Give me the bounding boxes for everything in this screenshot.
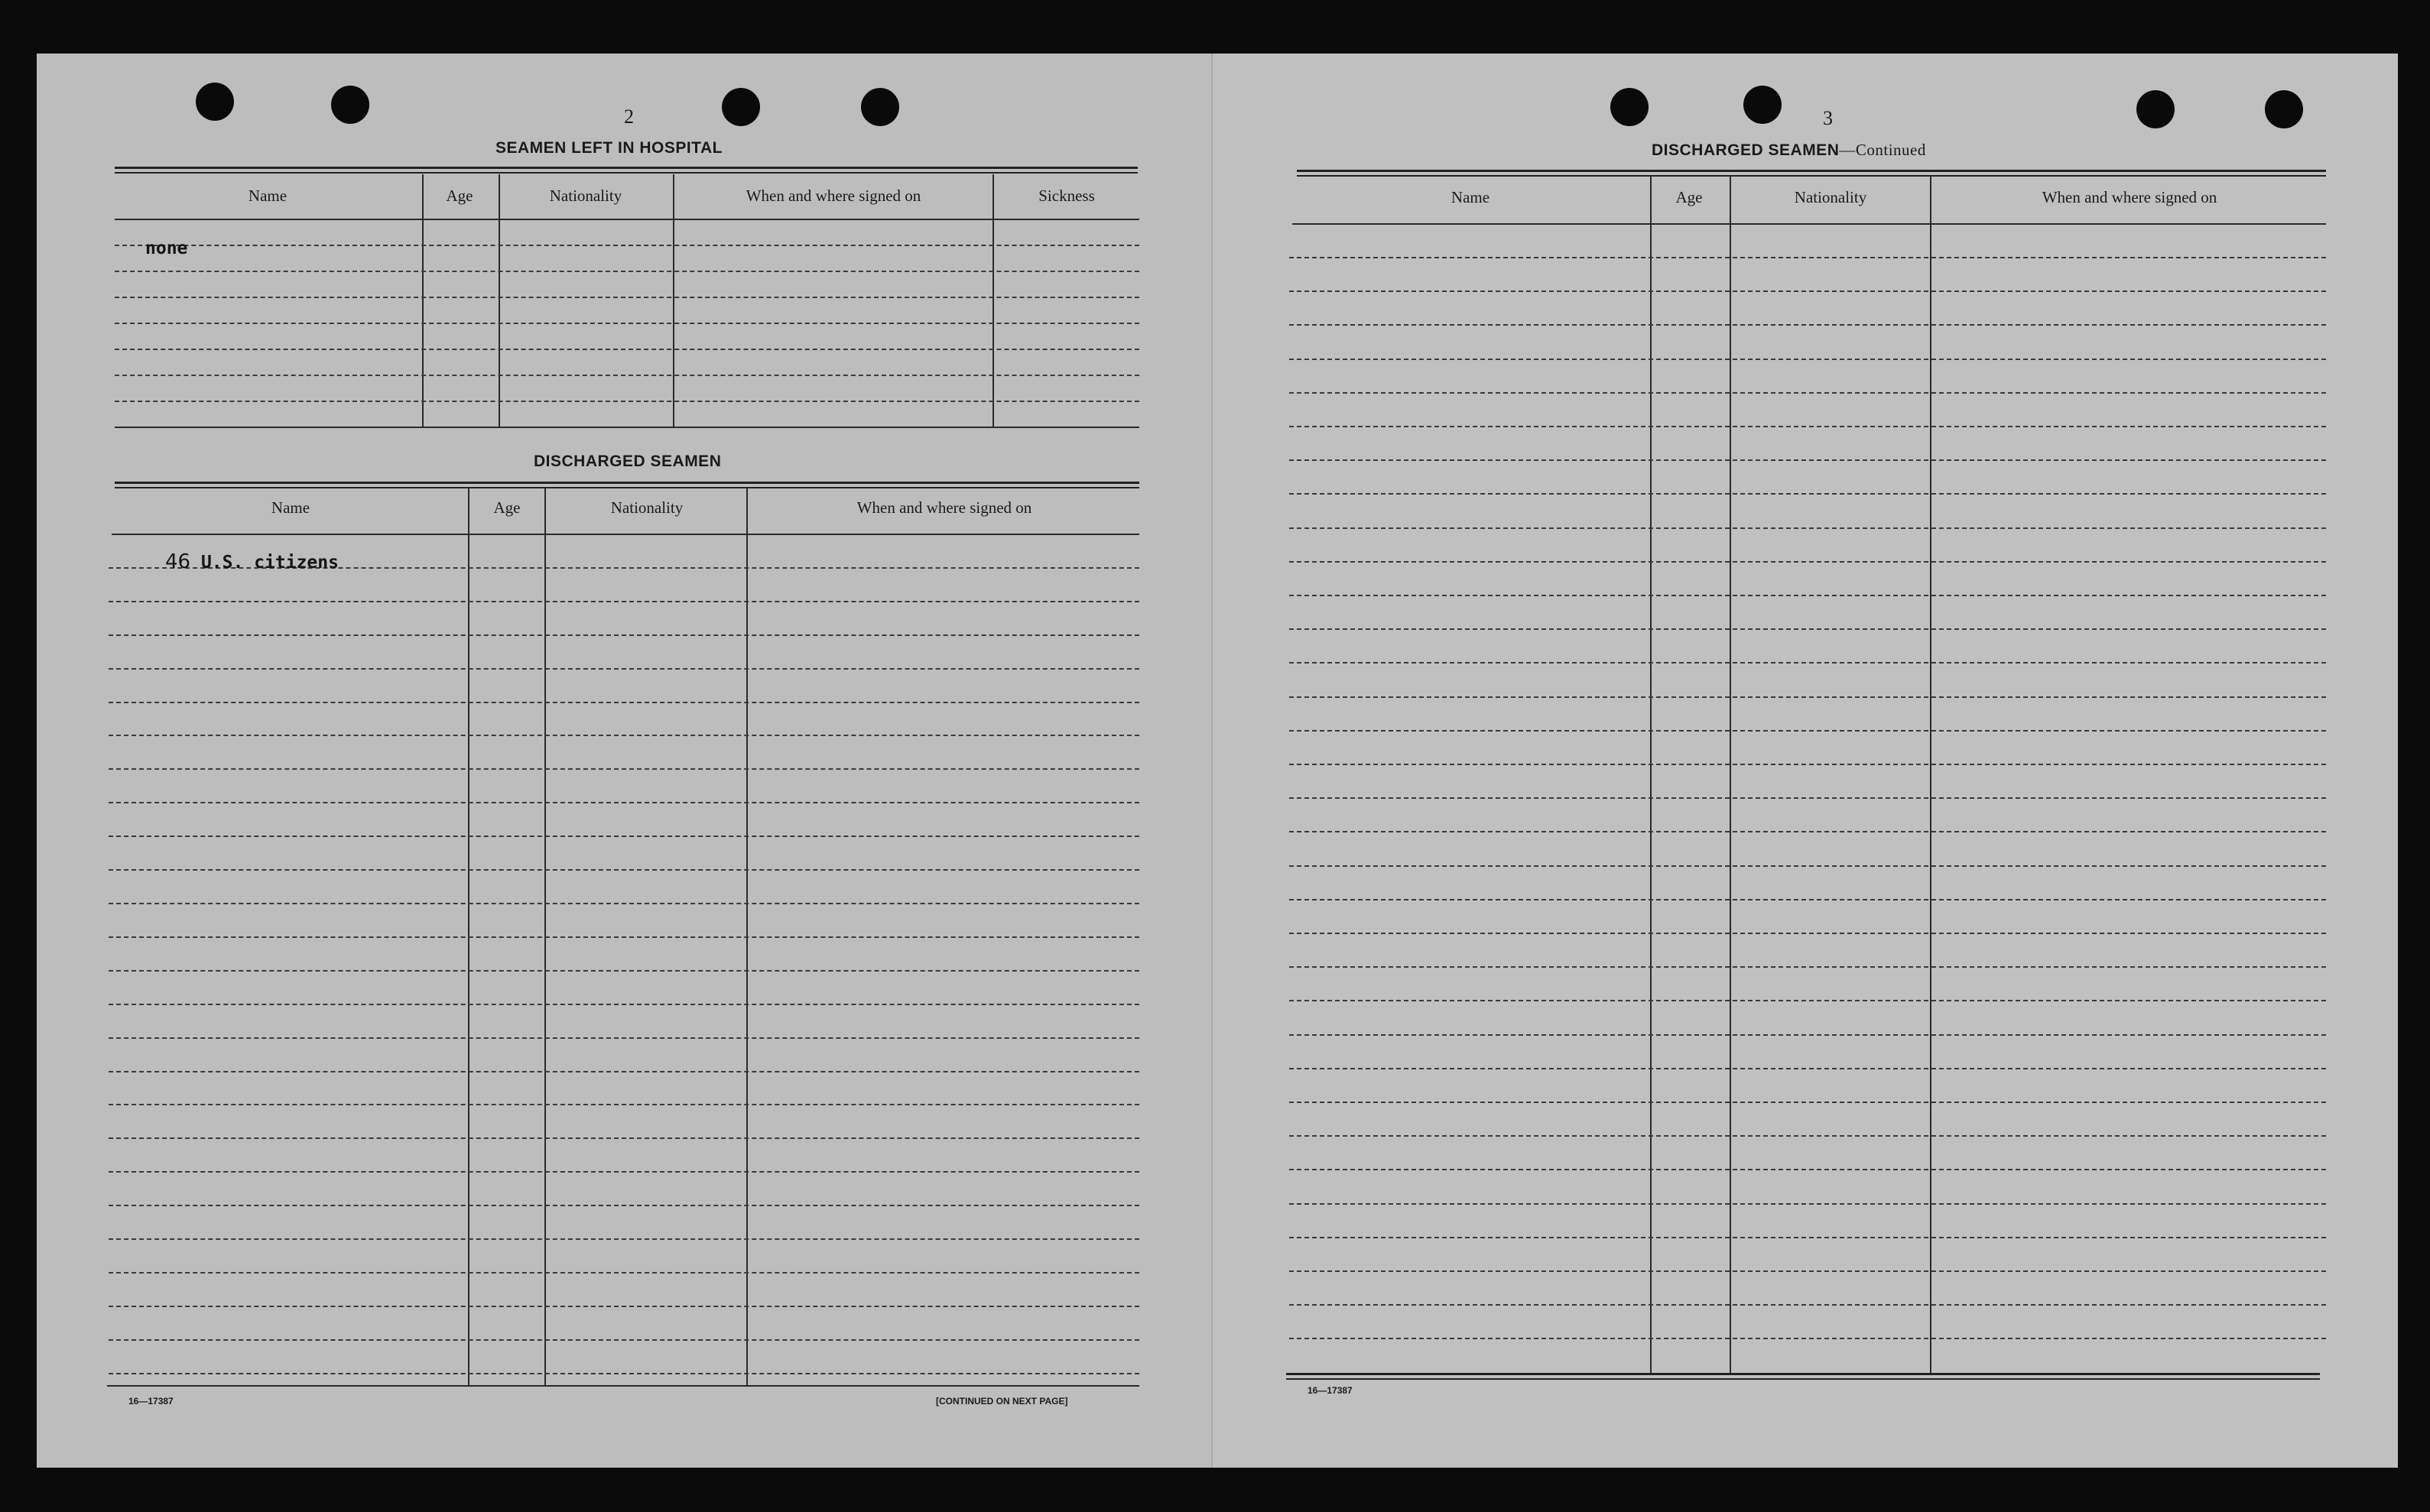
entry-line <box>109 903 1139 904</box>
punch-hole <box>722 88 760 126</box>
table-bottom-rule <box>1286 1373 2320 1380</box>
entry-line <box>109 735 1139 736</box>
col-signed-on: When and where signed on <box>856 498 1032 517</box>
entry-line <box>115 427 1139 428</box>
entry-line <box>1289 1169 2326 1170</box>
table-bottom-rule <box>107 1385 1139 1387</box>
entry-line <box>1289 1000 2326 1001</box>
entry-line <box>109 1339 1139 1341</box>
page-number: 2 <box>624 105 634 128</box>
entry-line <box>109 835 1139 837</box>
punch-hole <box>331 86 369 124</box>
entry-line <box>115 323 1139 324</box>
entry-line <box>1289 628 2326 630</box>
entry-line <box>109 668 1139 670</box>
col-sickness: Sickness <box>1038 187 1095 205</box>
entry-line <box>1289 764 2326 765</box>
entry-line <box>1289 1203 2326 1205</box>
entry-line <box>1289 426 2326 427</box>
entry-line <box>109 936 1139 938</box>
form-number: 16—17387 <box>1308 1385 1353 1396</box>
entry-line <box>109 869 1139 871</box>
entry-line <box>109 634 1139 636</box>
col-name: Name <box>271 498 310 517</box>
col-age: Age <box>446 187 473 205</box>
entry-line <box>1289 1102 2326 1103</box>
title-suffix: —Continued <box>1839 141 1926 159</box>
title-main: DISCHARGED SEAMEN <box>1652 141 1840 159</box>
column-rule <box>1650 176 1652 1373</box>
column-rule <box>673 174 674 427</box>
entry-line <box>1289 493 2326 495</box>
entry-line <box>1289 831 2326 832</box>
entry-line <box>1289 1135 2326 1137</box>
punch-hole <box>1610 88 1649 126</box>
entry-line <box>1289 561 2326 563</box>
discharged-count: 46 <box>165 550 191 573</box>
left-form-page <box>37 54 1213 1468</box>
entry-line <box>1289 797 2326 799</box>
col-nationality: Nationality <box>610 498 684 517</box>
entry-line <box>109 601 1139 602</box>
entry-line <box>1289 595 2326 596</box>
entry-line <box>109 970 1139 972</box>
entry-line <box>109 1137 1139 1139</box>
entry-line <box>1289 1034 2326 1036</box>
discharged-text: U.S. citizens <box>200 553 339 573</box>
entry-line <box>1289 933 2326 934</box>
continued-note: [CONTINUED ON NEXT PAGE] <box>936 1396 1068 1407</box>
entry-line <box>115 349 1139 350</box>
entry-line <box>1289 899 2326 900</box>
entry-line <box>115 297 1139 298</box>
entry-line <box>115 245 1139 246</box>
punch-hole <box>2265 90 2303 128</box>
entry-line <box>1289 324 2326 326</box>
form-number: 16—17387 <box>128 1396 174 1407</box>
discharged-section-title: DISCHARGED SEAMEN <box>534 453 722 470</box>
entry-line <box>109 1272 1139 1274</box>
col-signed-on: When and where signed on <box>746 187 921 205</box>
entry-line <box>1289 459 2326 461</box>
entry-line <box>1289 696 2326 698</box>
entry-line <box>109 1037 1139 1039</box>
header-underline <box>1292 223 2326 225</box>
punch-hole <box>2136 90 2175 128</box>
header-underline <box>115 219 1139 220</box>
punch-hole <box>196 83 234 121</box>
entry-line <box>1289 1270 2326 1272</box>
entry-line <box>109 1171 1139 1173</box>
rule <box>1297 170 2326 177</box>
entry-line <box>1289 257 2326 258</box>
col-age: Age <box>1675 188 1703 206</box>
entry-line <box>109 768 1139 770</box>
entry-line <box>1289 1237 2326 1238</box>
header-underline <box>112 534 1139 535</box>
entry-line <box>109 1004 1139 1005</box>
col-name: Name <box>1451 188 1490 206</box>
col-name: Name <box>248 187 288 205</box>
column-rule <box>499 174 500 427</box>
entry-line <box>1289 359 2326 360</box>
entry-line <box>115 401 1139 402</box>
hospital-entry: none <box>145 238 188 258</box>
rule <box>115 167 1138 174</box>
entry-line <box>109 1373 1139 1374</box>
entry-line <box>109 702 1139 703</box>
entry-line <box>109 802 1139 803</box>
entry-line <box>115 375 1139 376</box>
entry-line <box>1289 730 2326 732</box>
punch-hole <box>1743 86 1782 124</box>
entry-line <box>1289 1304 2326 1306</box>
entry-line <box>1289 662 2326 664</box>
entry-line <box>1289 1068 2326 1069</box>
discharged-continued-title <box>1652 141 1926 160</box>
entry-line <box>1289 392 2326 394</box>
entry-line <box>115 271 1139 272</box>
column-rule <box>422 174 424 427</box>
entry-line <box>109 1205 1139 1206</box>
page-number: 3 <box>1823 107 1833 129</box>
rule <box>115 482 1139 488</box>
entry-line <box>1289 966 2326 968</box>
col-signed-on: When and where signed on <box>2042 188 2217 206</box>
column-rule <box>992 174 994 427</box>
column-rule <box>1930 176 1931 1373</box>
entry-line <box>1289 527 2326 529</box>
entry-line <box>109 1238 1139 1240</box>
col-nationality: Nationality <box>549 187 622 205</box>
punch-hole <box>861 88 899 126</box>
entry-line <box>1289 290 2326 292</box>
right-form-page <box>1213 54 2398 1468</box>
col-age: Age <box>493 498 521 517</box>
entry-line <box>1289 1338 2326 1339</box>
entry-line <box>109 1071 1139 1072</box>
column-rule <box>1730 176 1731 1373</box>
entry-line <box>109 1104 1139 1105</box>
hospital-section-title: SEAMEN LEFT IN HOSPITAL <box>495 139 723 157</box>
entry-line <box>1289 865 2326 867</box>
col-nationality: Nationality <box>1794 188 1867 206</box>
discharged-entry <box>165 550 339 573</box>
entry-line <box>109 1306 1139 1307</box>
